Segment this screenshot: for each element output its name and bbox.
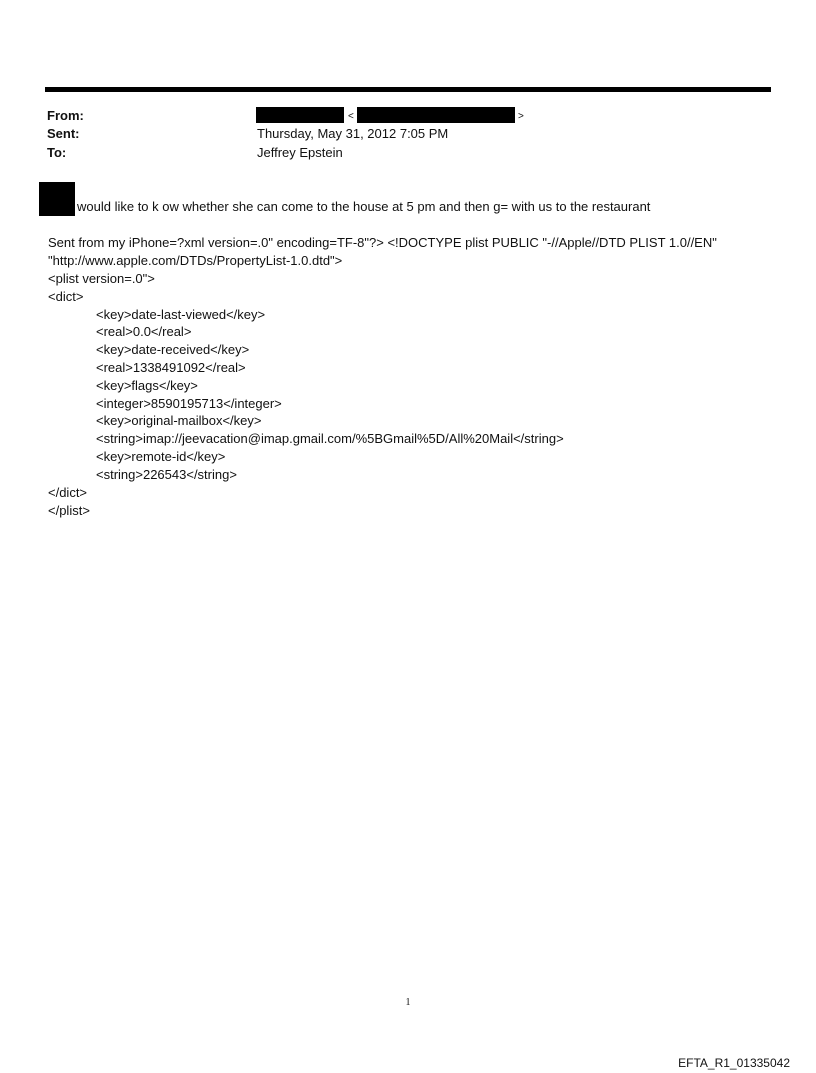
sent-value: Thursday, May 31, 2012 7:05 PM xyxy=(257,126,449,141)
document-id: EFTA_R1_01335042 xyxy=(678,1056,790,1070)
plist-line: <key>date-last-viewed</key> xyxy=(96,307,266,322)
plist-line: <string>imap://jeevacation@imap.gmail.com/%5BGmail%5D/All%20Mail</string> xyxy=(96,431,564,446)
plist-line: <key>remote-id</key> xyxy=(96,449,226,464)
plist-line: <real>0.0</real> xyxy=(96,324,192,339)
plist-line: <string>226543</string> xyxy=(96,467,237,482)
from-label: From: xyxy=(47,108,84,123)
redacted-person-name xyxy=(39,182,75,216)
dict-open-tag: <dict> xyxy=(48,289,84,304)
redacted-sender-email xyxy=(357,107,515,123)
plist-line: <key>date-received</key> xyxy=(96,342,250,357)
redacted-sender-name xyxy=(256,107,344,123)
email-open-bracket: < xyxy=(348,111,354,122)
signature-line: Sent from my iPhone=?xml version=.0" encoding=TF-8"?> <!DOCTYPE plist PUBLIC "-//Apple//DTD PLIST 1.0//EN" xyxy=(48,235,717,250)
plist-line: <key>flags</key> xyxy=(96,378,198,393)
to-value: Jeffrey Epstein xyxy=(257,145,343,160)
message-first-line: would like to k ow whether she can come to the house at 5 pm and then g= with us to the restaurant xyxy=(77,199,651,214)
plist-close-tag: </plist> xyxy=(48,503,90,518)
header-rule xyxy=(45,87,771,92)
dict-close-tag: </dict> xyxy=(48,485,88,500)
email-close-bracket: > xyxy=(518,111,524,122)
to-label: To: xyxy=(47,145,67,160)
sent-label: Sent: xyxy=(47,126,80,141)
plist-open-tag: <plist version=.0"> xyxy=(48,271,155,286)
plist-line: <key>original-mailbox</key> xyxy=(96,413,262,428)
page-number: 1 xyxy=(405,997,411,1008)
signature-line: "http://www.apple.com/DTDs/PropertyList-1.0.dtd"> xyxy=(48,253,343,268)
plist-line: <integer>8590195713</integer> xyxy=(96,396,282,411)
plist-line: <real>1338491092</real> xyxy=(96,360,246,375)
